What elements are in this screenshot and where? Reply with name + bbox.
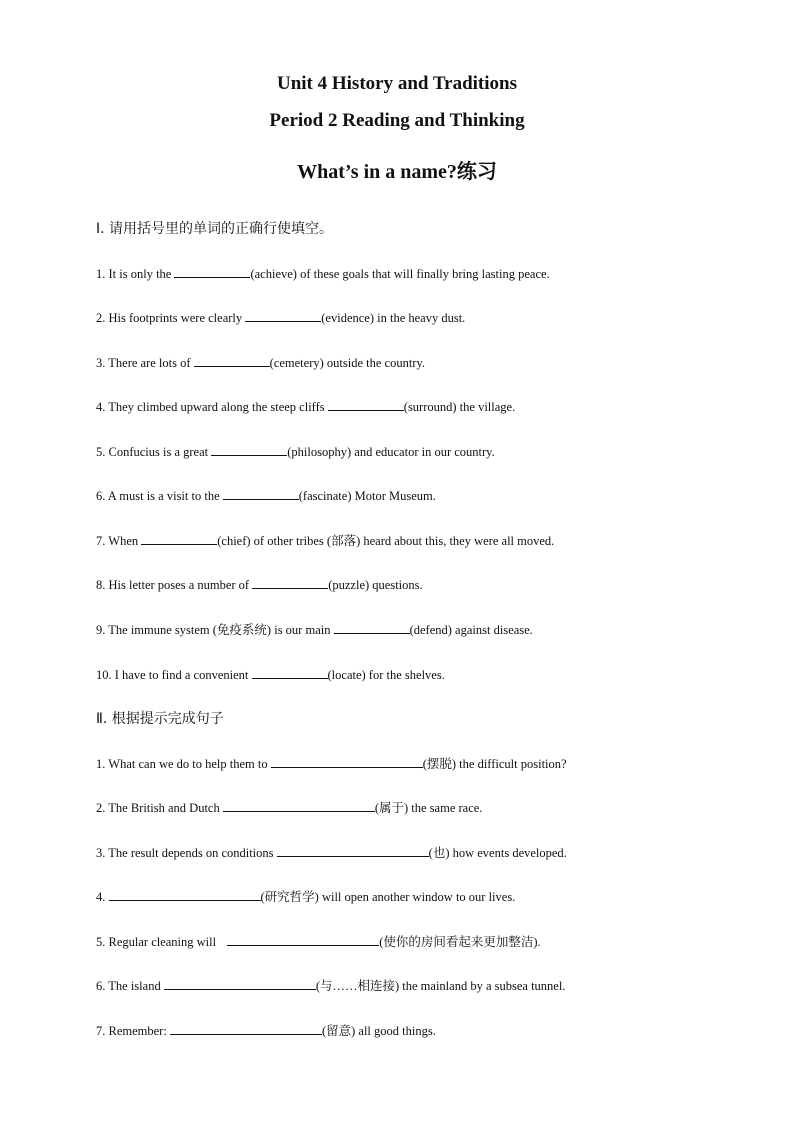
section-2-item <box>96 800 482 816</box>
section-1-heading: Ⅰ. 请用括号里的单词的正确行使填空。 <box>96 221 334 237</box>
unit-title: Unit 4 History and Traditions <box>276 73 517 94</box>
answer-blank[interactable] <box>277 845 429 857</box>
exercise-title: What’s in a name?练习 <box>297 161 497 183</box>
section-2-item <box>96 756 567 772</box>
section-1-item <box>96 667 445 683</box>
answer-blank[interactable] <box>141 533 217 545</box>
item-text-after: (使你的房间看起来更加整洁). <box>379 935 541 949</box>
item-text-after: (属于) the same race. <box>374 801 483 815</box>
answer-blank[interactable] <box>271 756 423 768</box>
section-1-item <box>96 355 425 371</box>
item-text-after: (与……相连接) the mainland by a subsea tunnel. <box>315 979 566 993</box>
item-text-after: (puzzle) questions. <box>328 578 423 592</box>
item-text-before: 2. The British and Dutch <box>96 801 223 815</box>
section-1-item <box>96 622 533 638</box>
section-1-item <box>96 488 436 504</box>
item-text-after: (fascinate) Motor Museum. <box>298 489 436 503</box>
answer-blank[interactable] <box>252 577 328 589</box>
item-text-before: 4. They climbed upward along the steep cliffs <box>96 400 328 414</box>
item-text-after: (摆脱) the difficult position? <box>422 757 567 771</box>
section-1-item <box>96 266 550 282</box>
item-text-after: (surround) the village. <box>403 400 516 414</box>
item-text-after: (chief) of other tribes (部落) heard about this, they were all moved. <box>217 534 555 548</box>
item-text-after: (philosophy) and educator in our country. <box>287 445 495 459</box>
item-text-after: (留意) all good things. <box>321 1024 436 1038</box>
section-2-item <box>96 845 567 861</box>
answer-blank[interactable] <box>170 1023 322 1035</box>
period-title: Period 2 Reading and Thinking <box>269 110 525 131</box>
section-2-item <box>96 934 541 950</box>
item-text-before: 7. Remember: <box>96 1024 170 1038</box>
item-text-before: 2. His footprints were clearly <box>96 311 246 325</box>
section-2-item <box>96 978 565 994</box>
section-1-item <box>96 399 515 415</box>
item-text-after: (achieve) of these goals that will finally bring lasting peace. <box>250 267 550 281</box>
section-1-item <box>96 533 554 549</box>
answer-blank[interactable] <box>223 800 375 812</box>
item-text-after: (研究哲学) will open another window to our lives. <box>260 890 516 904</box>
section-2-heading: Ⅱ. 根据提示完成句子 <box>96 711 224 727</box>
section-1-item <box>96 444 495 460</box>
item-text-before: 5. Confucius is a great <box>96 445 212 459</box>
answer-blank[interactable] <box>194 355 270 367</box>
item-text-before: 1. What can we do to help them to <box>96 757 271 771</box>
answer-blank[interactable] <box>227 934 379 946</box>
item-text-before: 4. <box>96 890 109 904</box>
item-text-after: (defend) against disease. <box>409 623 533 637</box>
answer-blank[interactable] <box>174 266 250 278</box>
item-text-after: (cemetery) outside the country. <box>269 356 426 370</box>
answer-blank[interactable] <box>245 310 321 322</box>
section-2-item <box>96 889 515 905</box>
item-text-before: 9. The immune system (免疫系统) is our main <box>96 623 334 637</box>
answer-blank[interactable] <box>109 889 261 901</box>
item-text-before: 6. A must is a visit to the <box>96 489 223 503</box>
answer-blank[interactable] <box>328 399 404 411</box>
answer-blank[interactable] <box>252 667 328 679</box>
section-1-item <box>96 577 423 593</box>
item-text-before: 8. His letter poses a number of <box>96 578 253 592</box>
item-text-before: 6. The island <box>96 979 164 993</box>
answer-blank[interactable] <box>164 978 316 990</box>
item-text-after: (也) how events developed. <box>428 846 567 860</box>
section-1-item <box>96 310 465 326</box>
item-text-before: 7. When <box>96 534 142 548</box>
answer-blank[interactable] <box>211 444 287 456</box>
item-text-before: 3. The result depends on conditions <box>96 846 277 860</box>
item-text-after: (locate) for the shelves. <box>327 668 445 682</box>
section-2-item <box>96 1023 436 1039</box>
item-text-after: (evidence) in the heavy dust. <box>321 311 466 325</box>
item-text-before: 3. There are lots of <box>96 356 194 370</box>
answer-blank[interactable] <box>334 622 410 634</box>
answer-blank[interactable] <box>223 488 299 500</box>
item-text-before: 1. It is only the <box>96 267 175 281</box>
item-text-before: 5. Regular cleaning will <box>96 935 220 949</box>
item-text-before: 10. I have to find a convenient <box>96 668 252 682</box>
